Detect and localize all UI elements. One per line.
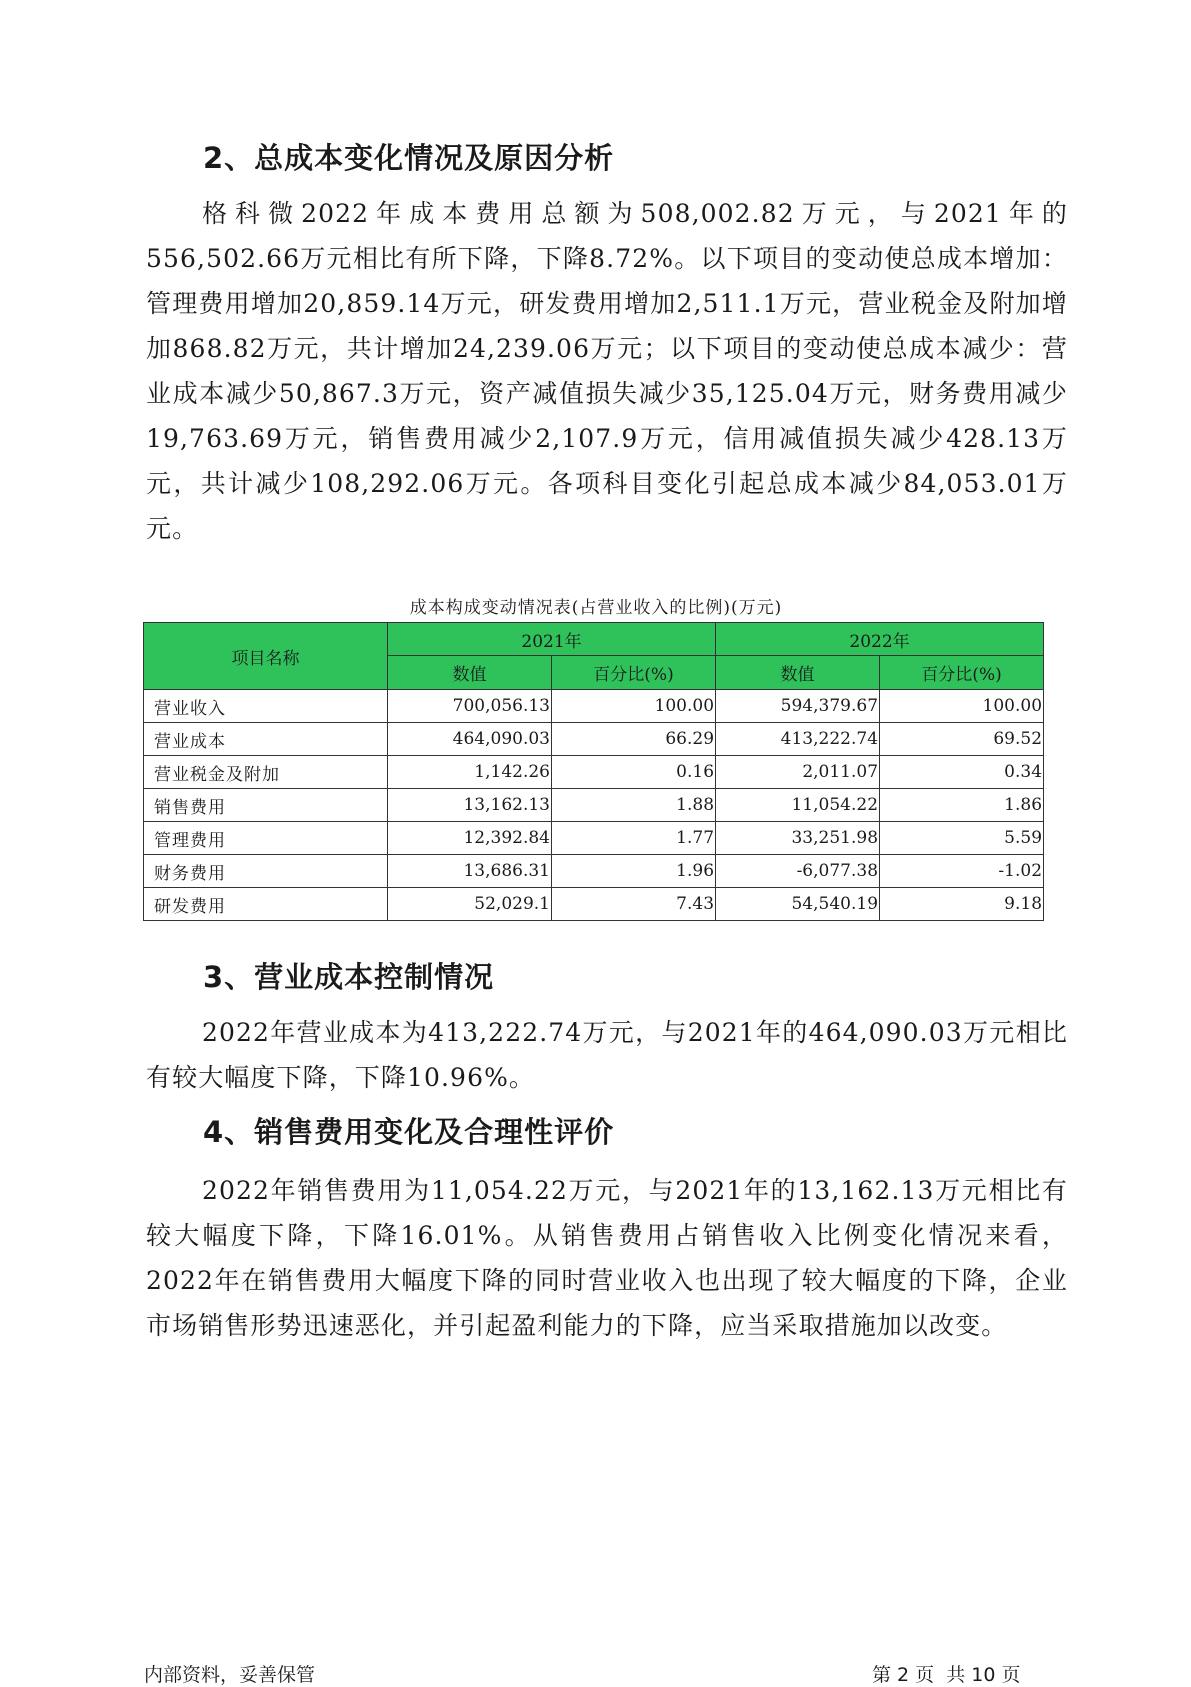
row-name: 销售费用: [144, 789, 388, 822]
header-value-2021: 数值: [388, 656, 552, 690]
footer-page-number: 第 2 页 共 10 页: [872, 1664, 1021, 1686]
pct-2022: 1.86: [880, 789, 1044, 822]
table-caption: 成本构成变动情况表(占营业收入的比例)(万元): [409, 598, 783, 618]
table-row: [144, 888, 1044, 921]
value-2022: 11,054.22: [716, 789, 880, 822]
pct-2021: 66.29: [552, 723, 716, 756]
row-name: 营业税金及附加: [144, 756, 388, 789]
section-3-heading: 3、营业成本控制情况: [203, 960, 495, 994]
value-2021: 464,090.03: [388, 723, 552, 756]
pct-2022: -1.02: [880, 855, 1044, 888]
header-pct-2022: 百分比(%): [880, 656, 1044, 690]
pct-2021: 100.00: [552, 690, 716, 723]
table-row: [144, 789, 1044, 822]
table-row: [144, 855, 1044, 888]
value-2022: 54,540.19: [716, 888, 880, 921]
row-name: 营业收入: [144, 690, 388, 723]
cost-structure-table: [143, 622, 1044, 921]
value-2022: 413,222.74: [716, 723, 880, 756]
table-row: [144, 822, 1044, 855]
header-year-2021: 2021年: [388, 623, 716, 656]
pct-2022: 9.18: [880, 888, 1044, 921]
section-3-paragraph: 2022年营业成本为413,222.74万元，与2021年的464,090.03万元相比有较大幅度下降，下降10.96%。: [146, 1018, 1068, 1092]
value-2021: 12,392.84: [388, 822, 552, 855]
footer-confidential-note: 内部资料，妥善保管: [144, 1664, 316, 1686]
table-row: [144, 756, 1044, 789]
pct-2022: 69.52: [880, 723, 1044, 756]
section-2-paragraph: 格科微2022年成本费用总额为508,002.82万元，与2021年的556,502.66万元相比有所下降，下降8.72%。以下项目的变动使总成本增加：管理费用增加20,859.14万元，研发费用增加2,511.1万元，营业税金及附加增加868.82万元，共计增加24,239.06万元；以下项目的变动使总成本减少：营业成本减少50,867.3万元，资产减值损失减少35,125.04万元，财务费用减少19,763.69万元，销售费用减少2,107.9万元，信用减值损失减少428.13万元，共计减少108,292.06万元。各项科目变化引起总成本减少84,053.01万元。: [146, 199, 1068, 543]
pct-2021: 0.16: [552, 756, 716, 789]
value-2021: 700,056.13: [388, 690, 552, 723]
pct-2021: 1.88: [552, 789, 716, 822]
row-name: 财务费用: [144, 855, 388, 888]
section-4-paragraph: 2022年销售费用为11,054.22万元，与2021年的13,162.13万元相比有较大幅度下降，下降16.01%。从销售费用占销售收入比例变化情况来看，2022年在销售费用大幅度下降的同时营业收入也出现了较大幅度的下降，企业市场销售形势迅速恶化，并引起盈利能力的下降，应当采取措施加以改变。: [146, 1176, 1068, 1340]
row-name: 营业成本: [144, 723, 388, 756]
section-2-heading: 2、总成本变化情况及原因分析: [203, 141, 615, 175]
pct-2022: 5.59: [880, 822, 1044, 855]
header-item-name: 项目名称: [144, 623, 388, 690]
section-4-heading: 4、销售费用变化及合理性评价: [203, 1115, 615, 1149]
value-2021: 13,686.31: [388, 855, 552, 888]
table-row: [144, 723, 1044, 756]
value-2022: 33,251.98: [716, 822, 880, 855]
value-2022: -6,077.38: [716, 855, 880, 888]
table-row: [144, 690, 1044, 723]
header-pct-2021: 百分比(%): [552, 656, 716, 690]
pct-2022: 0.34: [880, 756, 1044, 789]
value-2022: 2,011.07: [716, 756, 880, 789]
value-2022: 594,379.67: [716, 690, 880, 723]
pct-2021: 1.77: [552, 822, 716, 855]
pct-2021: 7.43: [552, 888, 716, 921]
value-2021: 1,142.26: [388, 756, 552, 789]
header-value-2022: 数值: [716, 656, 880, 690]
header-year-2022: 2022年: [716, 623, 1044, 656]
row-name: 研发费用: [144, 888, 388, 921]
pct-2021: 1.96: [552, 855, 716, 888]
pct-2022: 100.00: [880, 690, 1044, 723]
value-2021: 52,029.1: [388, 888, 552, 921]
row-name: 管理费用: [144, 822, 388, 855]
value-2021: 13,162.13: [388, 789, 552, 822]
